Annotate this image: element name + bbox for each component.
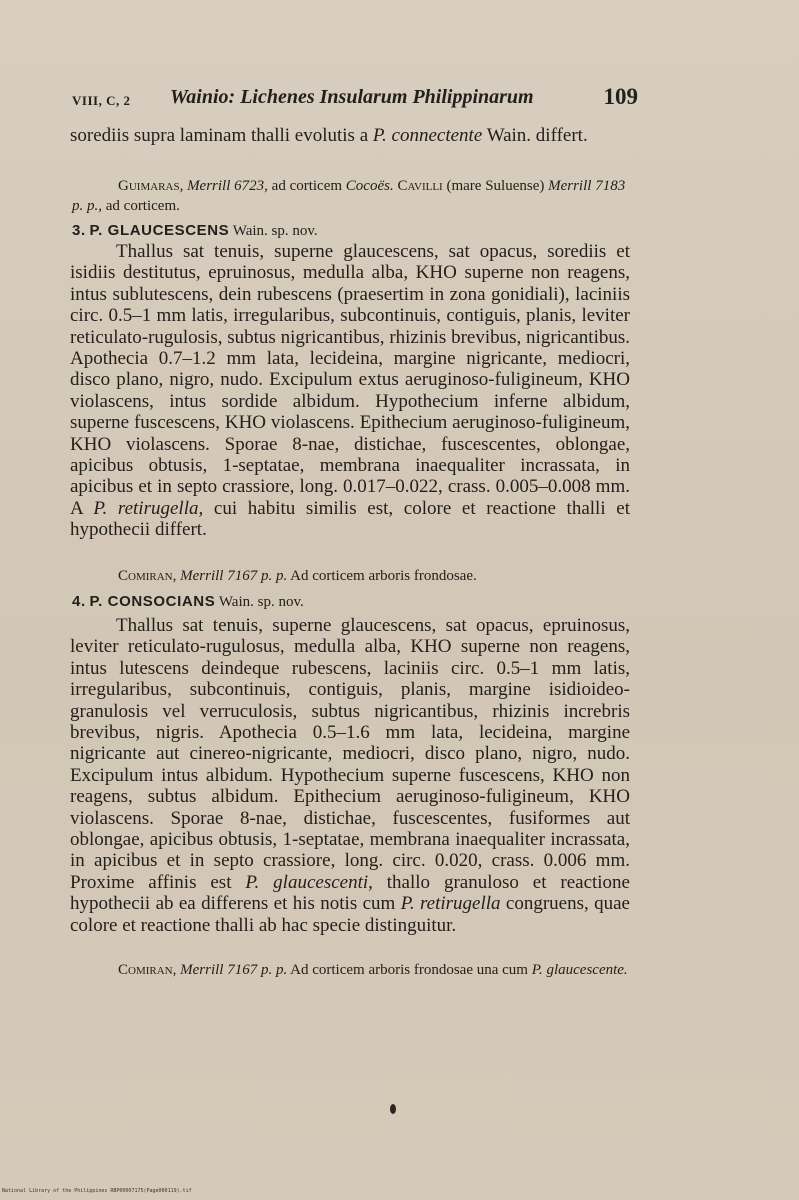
species-description [70, 241, 630, 541]
species-author: Wain. sp. nov. [215, 594, 304, 610]
species-name: P. GLAUCESCENS [89, 222, 230, 239]
collector: Merrill 7167 p. p. [176, 568, 288, 584]
species-description [70, 615, 630, 936]
species-heading [72, 222, 632, 240]
running-header [72, 84, 638, 114]
specimen-citation [72, 176, 632, 216]
text-run: (mare Suluense) [442, 178, 549, 194]
paragraph-continuation [70, 125, 630, 146]
species-name: P. CONSOCIANS [89, 593, 216, 610]
text-run: Wain. differt. [482, 125, 588, 146]
text-run: ad corticem [267, 178, 346, 194]
taxon-name: P. retirugella [400, 893, 501, 915]
text-run: sorediis supra laminam thalli evolutis a [70, 125, 373, 146]
species-number: 4. [72, 593, 86, 610]
species-number: 3. [72, 222, 86, 239]
text-run: Ad corticem arboris frondosae. [287, 568, 477, 584]
collector: Merrill 6723, [183, 178, 268, 194]
locality: Comiran, [118, 568, 177, 584]
taxon-name: P. connectente [372, 125, 483, 146]
page-number: 109 [603, 84, 638, 109]
locality: Guimaras, [118, 178, 184, 194]
section-label: VIII, C, 2 [72, 93, 131, 108]
running-title: Wainio: Lichenes Insularum Philippinarum [170, 86, 534, 108]
collector: Merrill 7183 p. p., [72, 178, 626, 214]
host-name: Cocoës. [345, 178, 394, 194]
ink-dot-ornament [390, 1104, 396, 1114]
locality: Cavilli [397, 178, 443, 194]
text-run: ad corticem. [102, 198, 180, 214]
specimen-citation [72, 960, 632, 980]
text-run: Thallus sat tenuis, superne glaucescens, sat opacus, epruinosus, leviter reticulato-rugulosus, medulla alba, KHO superne non reagens, intus lutescens deindeque rubescens, laciniis circ. 0.5–1 mm latis, irregularibus, subcontinuis, contiguis, planis, margine isidioideo-granulosis vel verruculosis, subtus nigricantibus, rhizinis increbris brevibus, nigris. Apothecia 0.5–1.6 mm lata, lecideina, margine nigricante aut cinereo-nigricante, mediocri, disco plano, nigro, nudo. Excipulum intus albidum. Hypothecium superne fuscescens, KHO non reagens, subtus albidum. Epithecium aeruginoso-fuligineum, KHO violascens. Sporae 8-nae, distichae, fuscescentes, fusiformes aut oblongae, apicibus obtusis, 1-septatae, membrana inaequaliter incrassata, in apicibus et in septo crassiore, long. circ. 0.020, crass. 0.006 mm. Proxime affinis est [70, 615, 630, 893]
species-heading [72, 593, 632, 611]
text-run: Thallus sat tenuis, superne glaucescens, sat opacus, sorediis et isidiis destitutus, epruinosus, medulla alba, KHO superne non reagens, intus sublutescens, dein rubescens (praesertim in zona gonidiali), laciniis circ. 0.5–1 mm latis, irregularibus, subcontinuis, contiguis, planis, leviter reticulato-rugulosis, subtus nigricantibus, rhizinis brevibus, nigricantibus. Apothecia 0.7–1.2 mm lata, lecideina, margine nigricante, mediocri, disco plano, nigro, nudo. Excipulum extus aeruginoso-fuligineum, KHO violascens, intus sordide albidum. Hypothecium inferne albidum, superne fuscescens, KHO violascens. Epithecium aeruginoso-fuligineum, KHO violascens. Sporae 8-nae, distichae, fuscescentes, oblongae, apicibus obtusis, 1-septatae, membrana inaequaliter incrassata, in apicibus et in septo crassiore, long. 0.017–0.022, crass. 0.005–0.008 mm. A [70, 241, 630, 519]
collector: Merrill 7167 p. p. [176, 962, 288, 978]
specimen-citation [72, 566, 632, 586]
text-run: Ad corticem arboris frondosae una cum [287, 962, 532, 978]
taxon-name: P. glaucescente. [531, 962, 628, 978]
species-author: Wain. sp. nov. [229, 223, 318, 239]
text-run: cui habitu similis est, colore et reactione thalli et hypothecii differt. [70, 497, 630, 541]
scan-footer: National Library of the Philippines RBP00007175(Page000119).tif [2, 1188, 192, 1194]
taxon-name: P. glaucescenti, [245, 871, 373, 893]
text-run: thallo granuloso et reactione hypothecii ab ea differens et his notis cum [70, 871, 630, 915]
text-run: congruens, quae colore et reactione thalli ab hac specie distinguitur. [70, 893, 630, 936]
taxon-name: P. retirugella, [93, 497, 204, 519]
locality: Comiran, [118, 962, 177, 978]
